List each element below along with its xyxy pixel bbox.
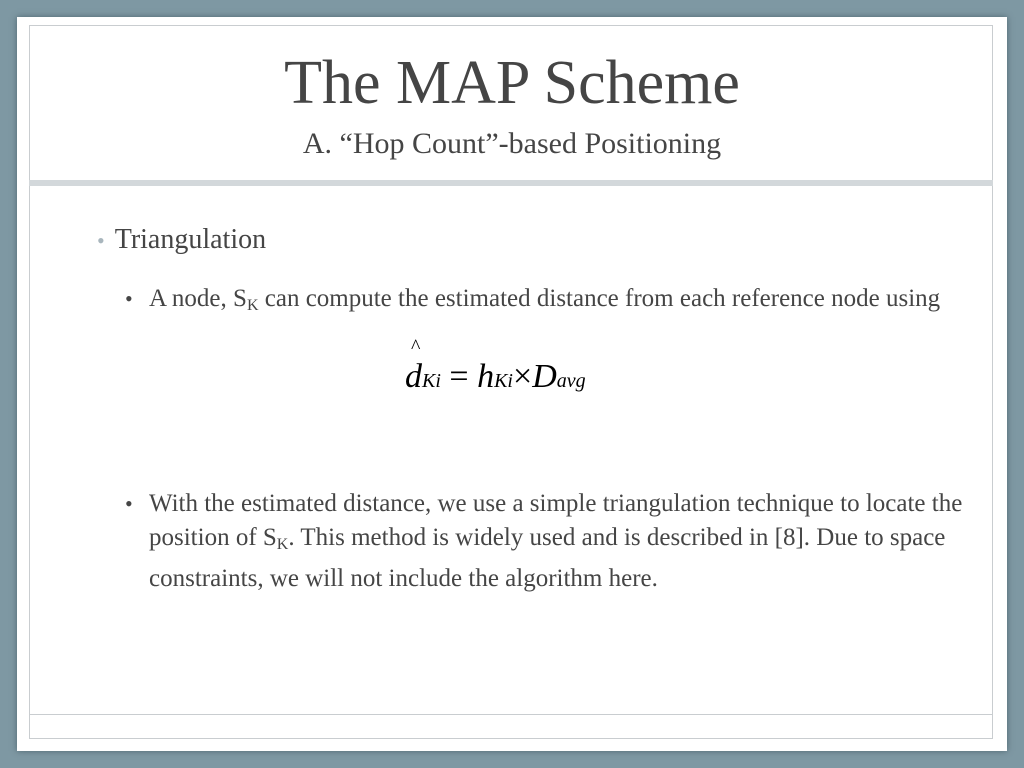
distance-formula <box>405 322 665 412</box>
slide-subtitle: A. “Hop Count”-based Positioning <box>302 127 722 160</box>
text-part: A node, S <box>149 285 247 312</box>
formula-h: h <box>477 358 495 395</box>
formula-D: D <box>532 358 557 395</box>
formula-hat: ^ <box>411 336 421 358</box>
formula-times: × <box>513 358 533 395</box>
formula-d-sub: Ki <box>422 370 441 392</box>
slide-frame <box>17 17 1007 751</box>
footer-divider <box>29 714 993 715</box>
formula-d: d <box>405 358 422 395</box>
formula-equals: = <box>449 358 469 395</box>
header-divider <box>29 180 993 186</box>
subscript: K <box>276 536 289 553</box>
text-part: With the estimated distance, we use a simple triangulation technique to locate the position of S <box>149 490 963 551</box>
sub-bullet-dot-icon: • <box>125 286 133 311</box>
bullet-triangulation-technique <box>125 487 975 596</box>
bullet-triangulation-technique-text <box>149 487 975 596</box>
formula-D-sub: avg <box>556 370 586 392</box>
bullet-node-distance <box>125 282 975 323</box>
bullet-triangulation-label: Triangulation <box>114 224 267 255</box>
bullet-triangulation <box>97 222 266 259</box>
bullet-dot-icon: • <box>97 228 105 253</box>
text-part: . This method is widely used and is described in [8]. Due to space constraints, we will not include the algorithm here. <box>149 524 946 592</box>
slide-title: The MAP Scheme <box>284 49 740 117</box>
sub-bullet-dot-icon: • <box>125 491 133 516</box>
subscript: K <box>246 297 259 314</box>
formula-h-sub: Ki <box>494 370 513 392</box>
text-part: can compute the estimated distance from each reference node using <box>258 285 941 312</box>
bullet-node-distance-text <box>149 282 975 323</box>
formula-equation <box>405 358 586 396</box>
